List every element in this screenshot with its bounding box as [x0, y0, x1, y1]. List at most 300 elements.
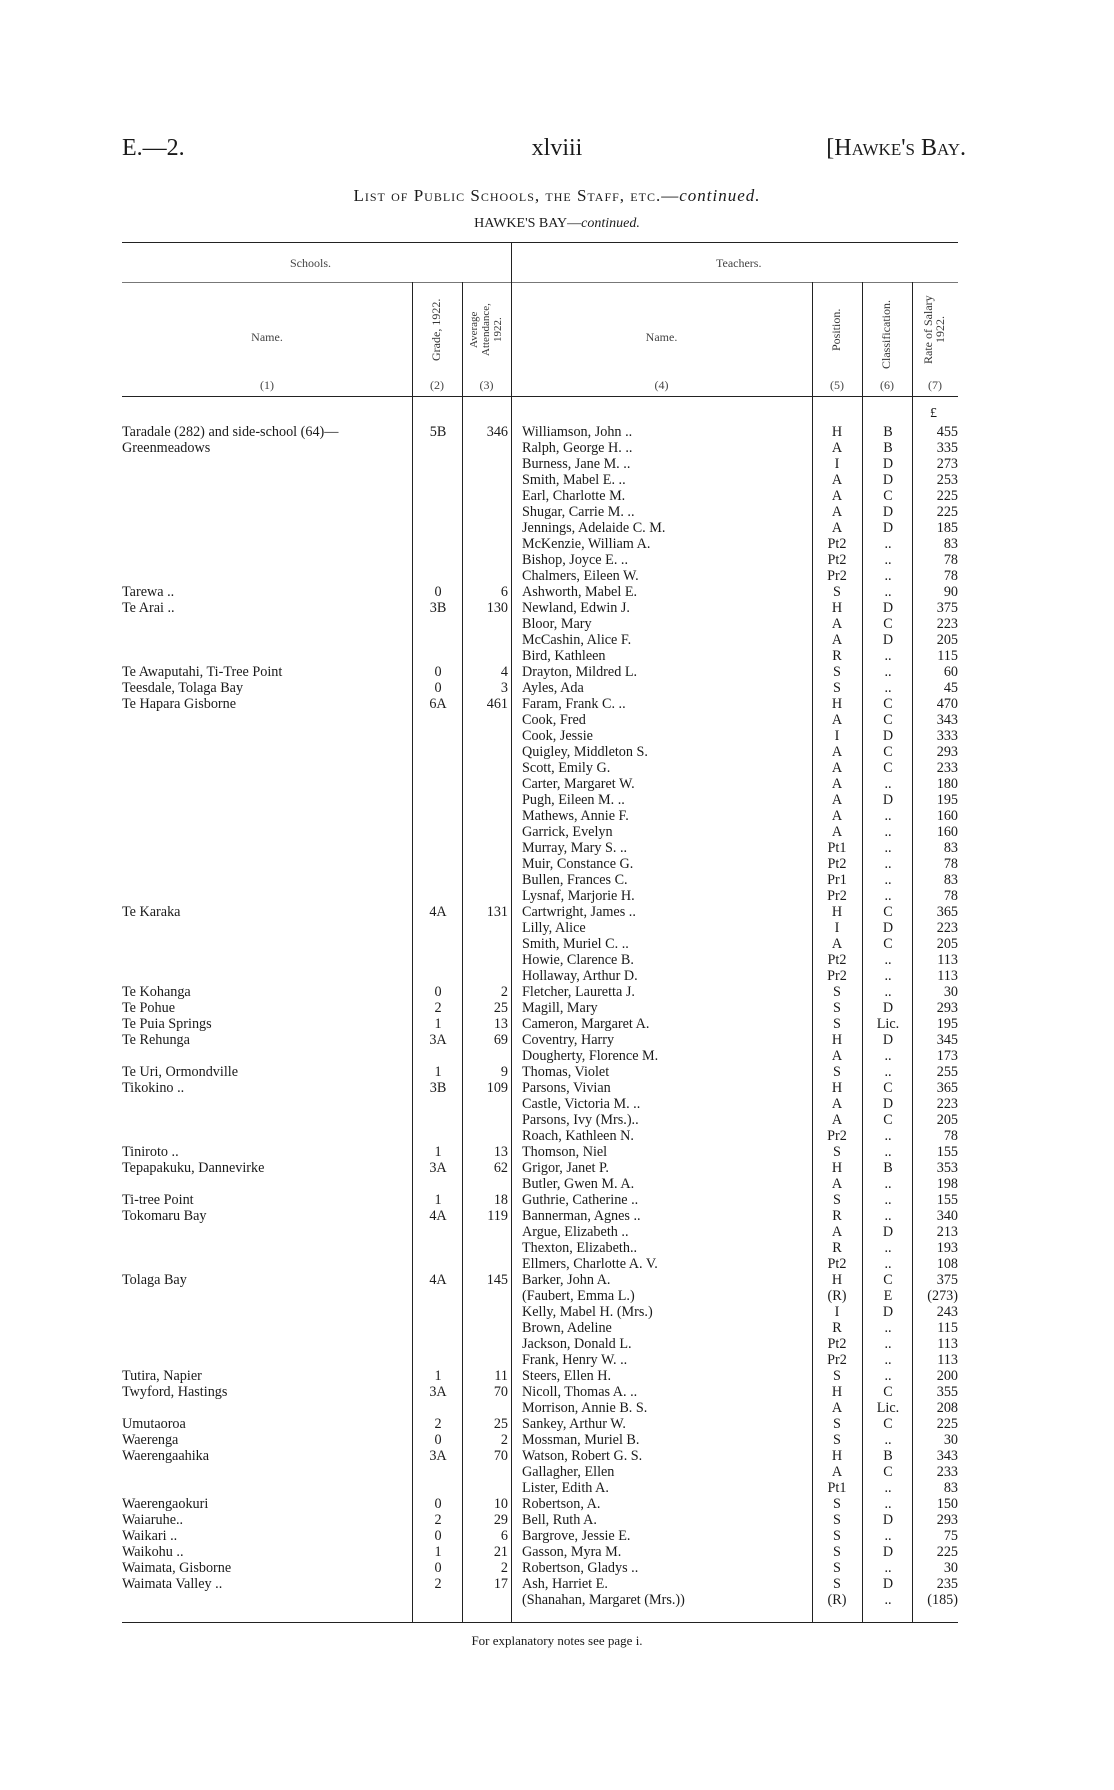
position: R [832, 1320, 842, 1336]
classification: B [883, 440, 893, 456]
salary: 205 [936, 632, 958, 648]
salary: 353 [936, 1160, 958, 1176]
salary: 150 [936, 1496, 958, 1512]
position: A [831, 1096, 843, 1112]
position: A [831, 440, 843, 456]
teacher-name: Brown, Adeline [522, 1320, 612, 1336]
classification: C [883, 760, 893, 776]
teacher-name: Lister, Edith A. [522, 1480, 609, 1496]
col-num-3: (3) [479, 378, 494, 392]
teacher-name: Morrison, Annie B. S. [522, 1400, 648, 1416]
col-num-2: (2) [430, 378, 444, 392]
teacher-name: Earl, Charlotte M. [522, 488, 626, 504]
teacher-name: Newland, Edwin J. [522, 600, 630, 616]
teacher-name: Bird, Kathleen [522, 648, 606, 664]
salary: 255 [936, 1064, 958, 1080]
position: S [833, 1512, 841, 1528]
salary: 78 [943, 888, 958, 904]
position: A [831, 472, 843, 488]
teacher-name: (Shanahan, Margaret (Mrs.)) [522, 1592, 685, 1608]
salary: 115 [937, 648, 958, 664]
salary: 293 [936, 1512, 958, 1528]
teacher-name: Mathews, Annie F. [522, 808, 629, 824]
classification: .. [884, 552, 892, 568]
classification: C [883, 1112, 893, 1128]
attendance: 69 [493, 1032, 508, 1048]
school-name: Tepapakuku, Dannevirke [122, 1160, 265, 1176]
position: Pt2 [827, 1256, 847, 1272]
salary: 113 [937, 968, 958, 984]
classification: .. [884, 1208, 892, 1224]
page-subtitle [0, 216, 1114, 232]
position: A [831, 760, 843, 776]
teacher-name: Frank, Henry W. .. [522, 1352, 628, 1368]
attendance: 25 [493, 1000, 508, 1016]
col-num-5: (5) [830, 378, 844, 392]
table-row [0, 1000, 1114, 1016]
grade: 1 [434, 1368, 442, 1384]
grade: 0 [434, 1560, 442, 1576]
teacher-name: Bannerman, Agnes .. [522, 1208, 641, 1224]
table-row [0, 1256, 1114, 1272]
school-name: Tolaga Bay [122, 1272, 187, 1288]
salary: 83 [943, 536, 958, 552]
school-name: Umutaoroa [122, 1416, 186, 1432]
grade: 3A [429, 1032, 447, 1048]
table-row [0, 984, 1114, 1000]
classification: .. [884, 888, 892, 904]
position: A [831, 824, 843, 840]
salary: 185 [936, 520, 958, 536]
grade: 4A [429, 904, 447, 920]
title-main: List of Public Schools, the Staff, etc.— [353, 186, 680, 205]
salary: 205 [936, 1112, 958, 1128]
teacher-name: Thomson, Niel [522, 1144, 608, 1160]
table-row [0, 1016, 1114, 1032]
table-row [0, 1576, 1114, 1592]
school-name: Greenmeadows [122, 440, 211, 456]
teacher-name: Kelly, Mabel H. (Mrs.) [522, 1304, 653, 1320]
table-row [0, 728, 1114, 744]
classification: C [883, 744, 893, 760]
position: Pr1 [827, 872, 847, 888]
position: H [831, 424, 843, 440]
classification: B [883, 1160, 893, 1176]
attendance: 109 [486, 1080, 508, 1096]
salary: 470 [936, 696, 958, 712]
teacher-name: Pugh, Eileen M. .. [522, 792, 625, 808]
salary: 78 [943, 552, 958, 568]
grade: 0 [434, 1496, 442, 1512]
attendance: 62 [493, 1160, 508, 1176]
col-num-1: (1) [260, 378, 274, 392]
salary: 225 [936, 488, 958, 504]
school-name: Te Pohue [122, 1000, 175, 1016]
classification: .. [884, 1352, 892, 1368]
classification: D [882, 1576, 894, 1592]
school-name: Tiniroto .. [122, 1144, 179, 1160]
position: Pr2 [827, 1352, 847, 1368]
position: Pr2 [827, 888, 847, 904]
classification: C [883, 712, 893, 728]
table-row [0, 1464, 1114, 1480]
grade: 2 [434, 1512, 442, 1528]
grade: 0 [434, 1432, 442, 1448]
position: A [831, 712, 843, 728]
salary-heading: Rate of Salary 1922. [921, 295, 947, 365]
table-row [0, 648, 1114, 664]
teacher-name: Castle, Victoria M. .. [522, 1096, 641, 1112]
table-row [0, 680, 1114, 696]
position: S [833, 1064, 841, 1080]
teacher-name: McCashin, Alice F. [522, 632, 632, 648]
salary: 223 [936, 920, 958, 936]
table-row [0, 616, 1114, 632]
classification: Lic. [876, 1400, 900, 1416]
salary: 90 [943, 584, 958, 600]
salary: 235 [936, 1576, 958, 1592]
table-row [0, 600, 1114, 616]
position: I [834, 456, 840, 472]
salary: 160 [936, 824, 958, 840]
table-row [0, 424, 1114, 440]
page-title [0, 186, 1114, 206]
classification: .. [884, 856, 892, 872]
salary: 273 [936, 456, 958, 472]
table-row [0, 856, 1114, 872]
teacher-name: Coventry, Harry [522, 1032, 615, 1048]
school-name: Te Uri, Ormondville [122, 1064, 239, 1080]
salary: 113 [937, 952, 958, 968]
position: H [831, 1160, 843, 1176]
salary: 375 [936, 1272, 958, 1288]
grade: 3B [429, 1080, 447, 1096]
salary: 233 [936, 760, 958, 776]
salary: 225 [936, 1544, 958, 1560]
classification: .. [884, 1432, 892, 1448]
position: S [833, 1528, 841, 1544]
teacher-name: Bargrove, Jessie E. [522, 1528, 631, 1544]
table-row [0, 1128, 1114, 1144]
grade: 1 [434, 1192, 442, 1208]
position: A [831, 616, 843, 632]
position: H [831, 1272, 843, 1288]
table-row [0, 1432, 1114, 1448]
teacher-name: Faram, Frank C. .. [522, 696, 626, 712]
position: S [833, 1544, 841, 1560]
teacher-name: Roach, Kathleen N. [522, 1128, 634, 1144]
currency-symbol: £ [930, 406, 937, 421]
position: A [831, 792, 843, 808]
position: Pt2 [827, 952, 847, 968]
teacher-name: Lilly, Alice [522, 920, 586, 936]
table-row [0, 1368, 1114, 1384]
position: R [832, 1208, 842, 1224]
grade-heading: Grade, 1922. [429, 298, 443, 362]
table-row [0, 1512, 1114, 1528]
classification: .. [884, 872, 892, 888]
salary: 155 [936, 1144, 958, 1160]
teacher-name: Cartwright, James .. [522, 904, 636, 920]
salary: 455 [936, 424, 958, 440]
classification: .. [884, 984, 892, 1000]
table-row [0, 440, 1114, 456]
teacher-name: Thexton, Elizabeth.. [522, 1240, 638, 1256]
teacher-name: Hollaway, Arthur D. [522, 968, 638, 984]
staff-table-body [0, 424, 1114, 1608]
page-number: xlviii [531, 135, 583, 161]
position: S [833, 1576, 841, 1592]
attendance: 70 [493, 1448, 508, 1464]
table-row [0, 488, 1114, 504]
salary: 365 [936, 1080, 958, 1096]
classification: D [882, 1224, 894, 1240]
school-name: Waimata Valley .. [122, 1576, 223, 1592]
teacher-name: Bell, Ruth A. [522, 1512, 597, 1528]
classification: .. [884, 536, 892, 552]
classification: .. [884, 1128, 892, 1144]
teacher-name: Carter, Margaret W. [522, 776, 635, 792]
classification: .. [884, 824, 892, 840]
salary: 193 [936, 1240, 958, 1256]
grade: 2 [434, 1416, 442, 1432]
attendance: 119 [487, 1208, 508, 1224]
table-row [0, 968, 1114, 984]
attendance: 6 [500, 1528, 508, 1544]
school-name: Waerengaokuri [122, 1496, 209, 1512]
teacher-name: Barker, John A. [522, 1272, 611, 1288]
teachers-group-heading: Teachers. [716, 256, 762, 270]
classification: D [882, 456, 894, 472]
classification: D [882, 1096, 894, 1112]
footnote: For explanatory notes see page i. [471, 1633, 643, 1648]
classification: D [882, 472, 894, 488]
school-name: Tikokino .. [122, 1080, 185, 1096]
table-row [0, 520, 1114, 536]
classification-heading: Classification. [879, 300, 893, 370]
classification: .. [884, 680, 892, 696]
table-row [0, 1400, 1114, 1416]
teacher-name: Robertson, Gladys .. [522, 1560, 639, 1576]
table-row [0, 1320, 1114, 1336]
school-name: Tutira, Napier [122, 1368, 202, 1384]
position: S [833, 1432, 841, 1448]
school-name: Te Awaputahi, Ti-Tree Point [122, 664, 283, 680]
table-row [0, 1112, 1114, 1128]
attendance: 29 [493, 1512, 508, 1528]
table-row [0, 1080, 1114, 1096]
table-row [0, 632, 1114, 648]
salary: 195 [936, 792, 958, 808]
teacher-name: Scott, Emily G. [522, 760, 611, 776]
grade: 2 [434, 1000, 442, 1016]
position: S [833, 1368, 841, 1384]
teacher-name: Dougherty, Florence M. [522, 1048, 659, 1064]
grade: 0 [434, 984, 442, 1000]
classification: C [883, 488, 893, 504]
teacher-name: Drayton, Mildred L. [522, 664, 638, 680]
teacher-name: Howie, Clarence B. [522, 952, 634, 968]
table-row [0, 568, 1114, 584]
teacher-name: Robertson, A. [522, 1496, 601, 1512]
salary: 225 [936, 504, 958, 520]
table-row [0, 1544, 1114, 1560]
title-continued: continued. [679, 186, 761, 205]
teacher-name: Jennings, Adelaide C. M. [522, 520, 666, 536]
teacher-name: Ash, Harriet E. [522, 1576, 608, 1592]
table-row [0, 1096, 1114, 1112]
table-row [0, 712, 1114, 728]
position: Pt2 [827, 536, 847, 552]
col-num-7: (7) [928, 378, 942, 392]
position: A [831, 808, 843, 824]
teacher-name: Bullen, Frances C. [522, 872, 628, 888]
table-row [0, 952, 1114, 968]
classification: B [883, 424, 893, 440]
salary: 335 [936, 440, 958, 456]
school-name: Tarewa .. [122, 584, 175, 600]
col-num-4: (4) [654, 378, 669, 392]
attendance: 21 [493, 1544, 508, 1560]
salary: 293 [936, 744, 958, 760]
table-row [0, 1592, 1114, 1608]
classification: .. [884, 1560, 892, 1576]
grade: 0 [434, 584, 442, 600]
table-row [0, 1240, 1114, 1256]
school-name: Te Karaka [122, 904, 181, 920]
grade: 3A [429, 1160, 447, 1176]
table-row [0, 776, 1114, 792]
position: S [833, 1000, 841, 1016]
position: A [831, 744, 843, 760]
grade: 1 [434, 1544, 442, 1560]
grade: 3A [429, 1448, 447, 1464]
table-row [0, 1192, 1114, 1208]
classification: .. [884, 968, 892, 984]
grade: 1 [434, 1144, 442, 1160]
table-row [0, 584, 1114, 600]
position: H [831, 1080, 843, 1096]
classification: .. [884, 584, 892, 600]
salary: 343 [936, 712, 958, 728]
school-name: Teesdale, Tolaga Bay [122, 680, 244, 696]
attendance: 13 [493, 1144, 508, 1160]
teacher-name: McKenzie, William A. [522, 536, 651, 552]
position: A [831, 1112, 843, 1128]
table-row [0, 1176, 1114, 1192]
attendance-heading: Average Attendance, 1922. [468, 303, 504, 357]
classification: C [883, 1384, 893, 1400]
classification: C [883, 696, 893, 712]
table-row [0, 760, 1114, 776]
teacher-name: Smith, Muriel C. .. [522, 936, 629, 952]
salary: 45 [943, 680, 958, 696]
teacher-name: Lysnaf, Marjorie H. [522, 888, 635, 904]
salary: 115 [937, 1320, 958, 1336]
salary: 343 [936, 1448, 958, 1464]
table-row [0, 1048, 1114, 1064]
position: A [831, 1464, 843, 1480]
attendance: 18 [493, 1192, 508, 1208]
teacher-name: Chalmers, Eileen W. [522, 568, 639, 584]
header-bottom-rule [122, 396, 958, 397]
salary: 155 [936, 1192, 958, 1208]
school-name: Ti-tree Point [122, 1192, 194, 1208]
attendance: 3 [500, 680, 508, 696]
salary: 333 [936, 728, 958, 744]
position: S [833, 1416, 841, 1432]
school-name: Taradale (282) and side-school (64)— [122, 424, 339, 440]
salary: 340 [936, 1208, 958, 1224]
top-rule [122, 242, 958, 243]
table-row [0, 1272, 1114, 1288]
classification: E [883, 1288, 893, 1304]
table-row [0, 696, 1114, 712]
salary: (273) [927, 1288, 958, 1304]
grade: 2 [434, 1576, 442, 1592]
salary: 83 [943, 872, 958, 888]
classification: .. [884, 952, 892, 968]
classification: .. [884, 840, 892, 856]
position: Pr2 [827, 1128, 847, 1144]
salary: 108 [936, 1256, 958, 1272]
table-row [0, 1480, 1114, 1496]
teacher-name: Muir, Constance G. [522, 856, 634, 872]
classification: D [882, 504, 894, 520]
teacher-name: Ayles, Ada [522, 680, 584, 696]
classification: C [883, 1416, 893, 1432]
position: Pt2 [827, 1336, 847, 1352]
teacher-name: Parsons, Ivy (Mrs.).. [522, 1112, 639, 1128]
classification: .. [884, 1336, 892, 1352]
teacher-name: Argue, Elizabeth .. [522, 1224, 629, 1240]
position: H [831, 1384, 843, 1400]
salary: 78 [943, 856, 958, 872]
school-name: Waikari .. [122, 1528, 178, 1544]
position: Pt1 [827, 840, 847, 856]
salary: 233 [936, 1464, 958, 1480]
attendance: 346 [486, 424, 508, 440]
grade: 0 [434, 680, 442, 696]
table-row [0, 552, 1114, 568]
table-row [0, 872, 1114, 888]
school-name: Te Kohanga [122, 984, 191, 1000]
school-name: Twyford, Hastings [122, 1384, 228, 1400]
position: H [831, 904, 843, 920]
classification: .. [884, 1064, 892, 1080]
teacher-name: Shugar, Carrie M. .. [522, 504, 635, 520]
position: Pr2 [827, 968, 847, 984]
school-name: Waikohu .. [122, 1544, 184, 1560]
salary: 375 [936, 600, 958, 616]
grade: 4A [429, 1208, 447, 1224]
attendance: 13 [493, 1016, 508, 1032]
teacher-name: Butler, Gwen M. A. [522, 1176, 635, 1192]
position: A [831, 1048, 843, 1064]
table-row [0, 1496, 1114, 1512]
table-row [0, 920, 1114, 936]
attendance: 130 [486, 600, 508, 616]
teacher-name: Bishop, Joyce E. .. [522, 552, 629, 568]
classification: D [882, 520, 894, 536]
teacher-name: Ralph, George H. .. [522, 440, 633, 456]
classification: B [883, 1448, 893, 1464]
table-row [0, 808, 1114, 824]
table-row [0, 1224, 1114, 1240]
teacher-name: Ashworth, Mabel E. [522, 584, 638, 600]
teacher-name: Grigor, Janet P. [522, 1160, 609, 1176]
school-name: Tokomaru Bay [122, 1208, 207, 1224]
